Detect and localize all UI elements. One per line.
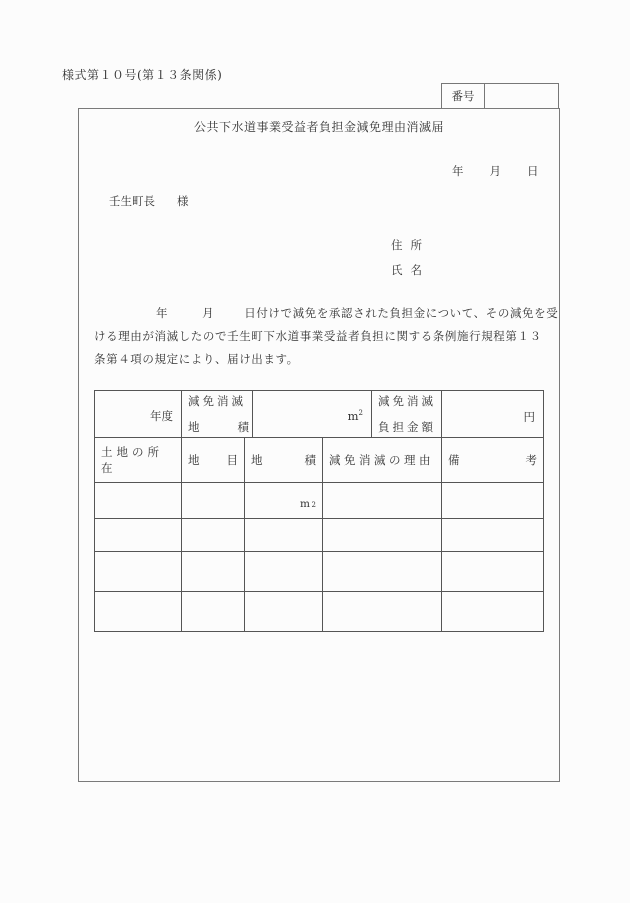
row-1-area[interactable]: [245, 483, 323, 519]
exempt-area-label-top: 減免消滅: [188, 394, 246, 408]
document-title: 公共下水道事業受益者負担金減免理由消滅届: [193, 120, 444, 134]
row-2-land-category[interactable]: [182, 519, 245, 552]
applicant-name-label: 氏名: [391, 263, 430, 277]
body-line-3: 条第４項の規定により、届け出ます。: [94, 352, 299, 366]
applicant-address-label: 住所: [391, 238, 430, 252]
exempt-area-label-cell: [182, 391, 253, 437]
header-remarks: 備 考: [442, 438, 543, 483]
date-month-label: 月: [489, 164, 501, 178]
submission-date: [452, 163, 539, 179]
document-number-box: [441, 83, 559, 108]
row-4-land-category[interactable]: [182, 592, 245, 632]
exempt-area-value-cell[interactable]: [253, 391, 372, 437]
yen-unit: 円: [523, 410, 535, 424]
row-2-remarks[interactable]: [442, 519, 543, 552]
row-3-area[interactable]: [245, 552, 323, 592]
row-1-land-category[interactable]: [182, 483, 245, 519]
row-2-area[interactable]: [245, 519, 323, 552]
exempt-amount-value-cell[interactable]: [442, 391, 543, 437]
exempt-amount-label-bottom: 負担金額: [378, 420, 436, 434]
square-meter-unit: $m^2$: [347, 409, 363, 423]
notification-body: [94, 302, 559, 371]
row-1-reason[interactable]: [323, 483, 442, 519]
row-1-location[interactable]: [95, 483, 182, 519]
date-year-label: 年: [452, 164, 464, 178]
row-3-remarks[interactable]: [442, 552, 543, 592]
addressee-honorific: 様: [177, 194, 189, 208]
date-day-label: 日: [527, 164, 539, 178]
exempt-area-label-ji: 地: [188, 420, 200, 434]
summary-row: [94, 390, 544, 438]
row-4-area[interactable]: [245, 592, 323, 632]
row-2-reason[interactable]: [323, 519, 442, 552]
header-land-category: 地 目: [182, 438, 245, 483]
row-3-location[interactable]: [95, 552, 182, 592]
exempt-amount-label-cell: [372, 391, 442, 437]
document-number-label: 番号: [442, 84, 485, 108]
header-area: 地 積: [245, 438, 323, 483]
fiscal-year-label: 年度: [150, 409, 173, 423]
addressee: [109, 193, 189, 209]
row-4-location[interactable]: [95, 592, 182, 632]
body-line-2: ける理由が消滅したので壬生町下水道事業受益者負担に関する条例施行規程第１３: [94, 329, 542, 343]
exempt-amount-label-top: 減免消滅: [378, 394, 436, 408]
body-line-1: 年 月 日付けで減免を承認された負担金について、その減免を受: [156, 306, 559, 320]
row-1-remarks[interactable]: [442, 483, 543, 519]
row-2-location[interactable]: [95, 519, 182, 552]
row-3-reason[interactable]: [323, 552, 442, 592]
fiscal-year-cell[interactable]: [95, 391, 182, 437]
row-4-reason[interactable]: [323, 592, 442, 632]
detail-grid: [94, 438, 544, 632]
square-meter-unit: m $^2$: [300, 498, 316, 510]
addressee-name: 壬生町長: [109, 194, 155, 208]
row-3-land-category[interactable]: [182, 552, 245, 592]
form-number: 様式第１０号(第１３条関係): [62, 68, 223, 82]
header-location: 土地の所在: [95, 438, 182, 483]
land-details-table: [94, 390, 544, 632]
exempt-area-label-seki: 積: [237, 420, 249, 434]
header-reason: 減免消滅の理由: [323, 438, 442, 483]
row-4-remarks[interactable]: [442, 592, 543, 632]
document-number-field[interactable]: [485, 84, 558, 108]
